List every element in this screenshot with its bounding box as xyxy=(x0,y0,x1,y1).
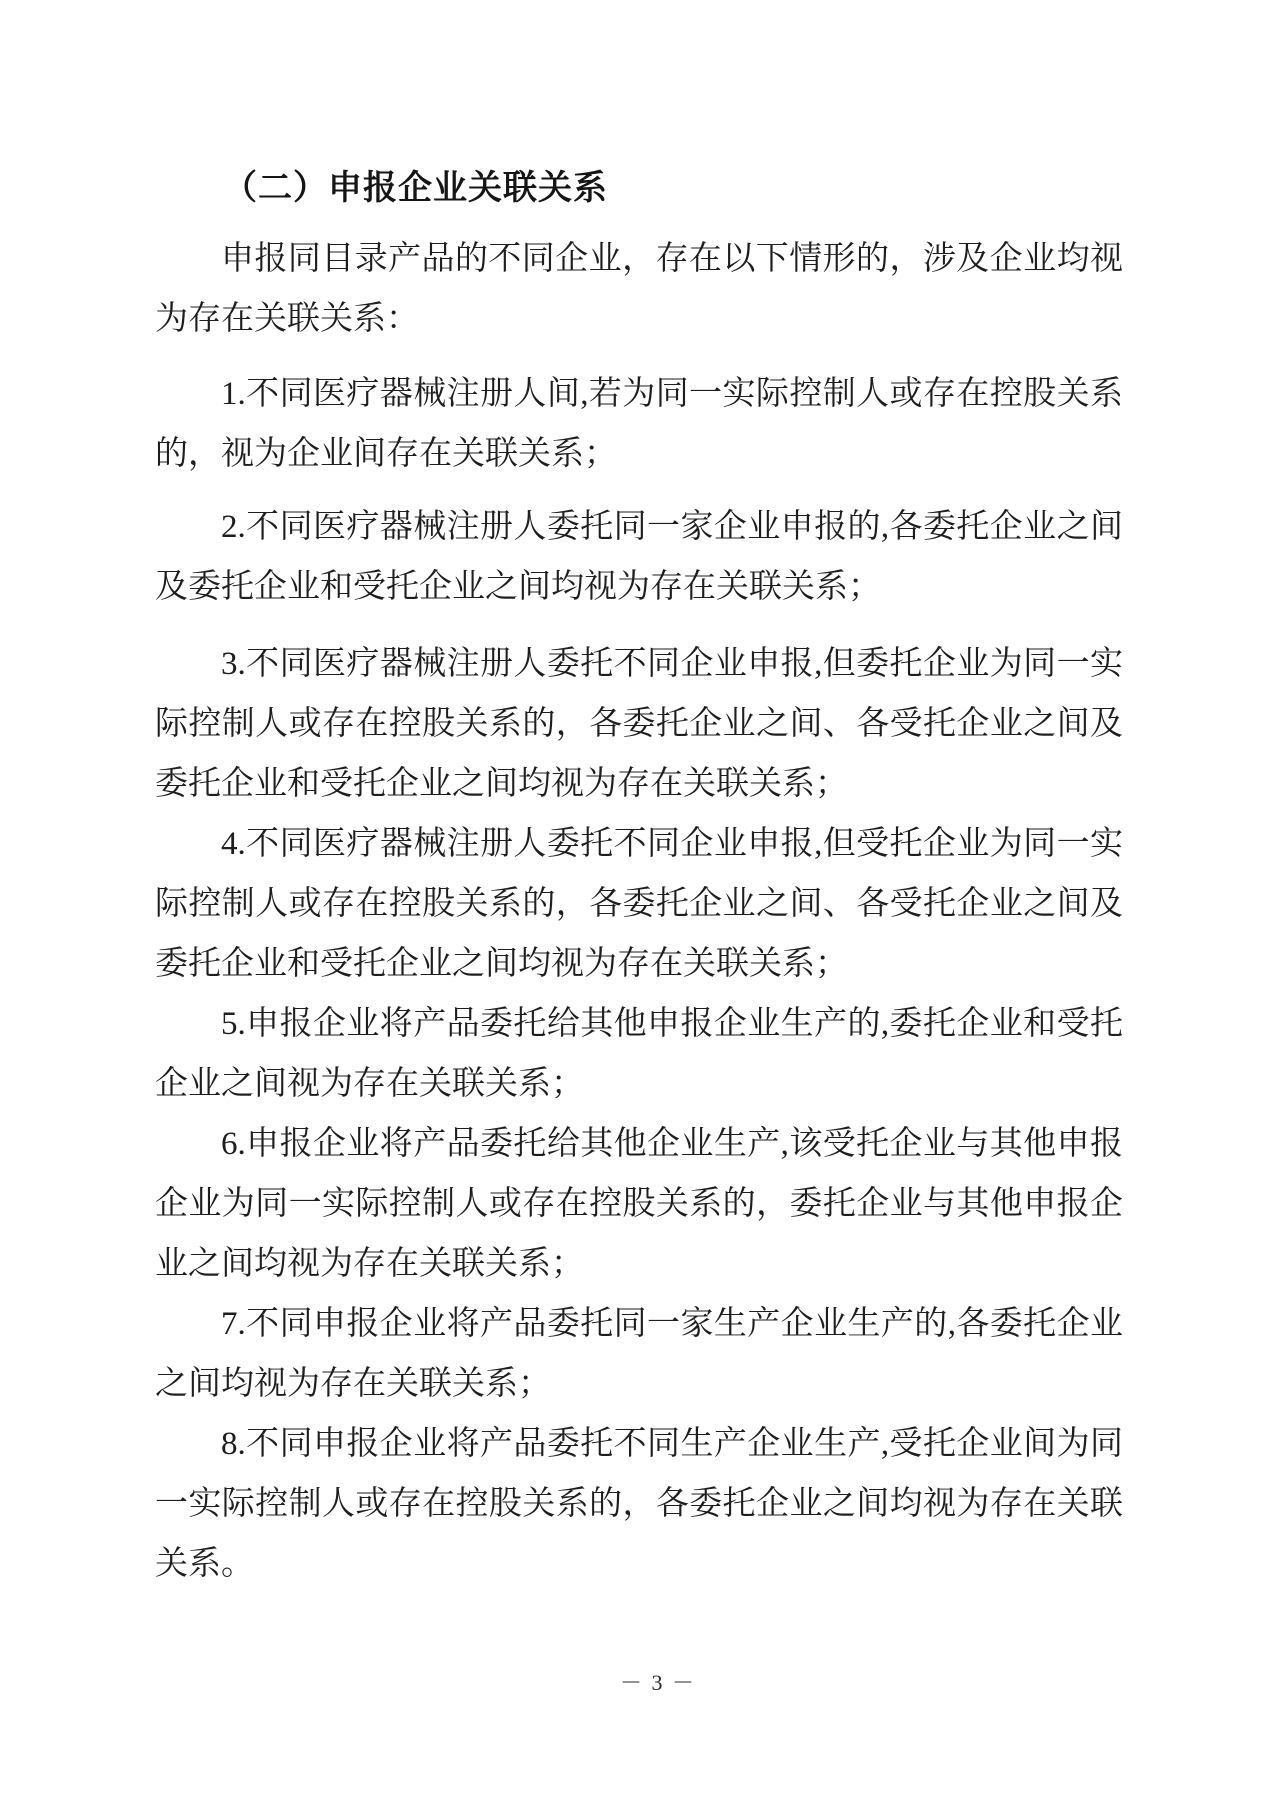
list-item-2: 2.不同医疗器械注册人委托同一家企业申报的,各委托企业之间及委托企业和受托企业之间均视为存在关联关系； xyxy=(155,509,1123,605)
section-heading: （二）申报企业关联关系 xyxy=(223,169,608,207)
list-item-6: 6.申报企业将产品委托给其他企业生产,该受托企业与其他申报企业为同一实际控制人或存在控股关系的，委托企业与其他申报企业之间均视为存在关联关系； xyxy=(155,1126,1123,1282)
list-item-3: 3.不同医疗器械注册人委托不同企业申报,但委托企业为同一实际控制人或存在控股关系的，各委托企业之间、各受托企业之间及委托企业和受托企业之间均视为存在关联关系； xyxy=(155,646,1123,802)
list-item-5: 5.申报企业将产品委托给其他申报企业生产的,委托企业和受托企业之间视为存在关联关系； xyxy=(155,1006,1123,1102)
page-number: － 3 － xyxy=(619,1670,696,1695)
list-item-1: 1.不同医疗器械注册人间,若为同一实际控制人或存在控股关系的，视为企业间存在关联关系； xyxy=(155,376,1123,472)
list-item-4: 4.不同医疗器械注册人委托不同企业申报,但受托企业为同一实际控制人或存在控股关系的，各委托企业之间、各受托企业之间及委托企业和受托企业之间均视为存在关联关系； xyxy=(155,826,1123,982)
list-item-7: 7.不同申报企业将产品委托同一家生产企业生产的,各委托企业之间均视为存在关联关系； xyxy=(155,1306,1123,1402)
document-body xyxy=(155,158,1123,1594)
list-item-8: 8.不同申报企业将产品委托不同生产企业生产,受托企业间为同一实际控制人或存在控股关系的，各委托企业之间均视为存在关联关系。 xyxy=(155,1426,1123,1582)
intro-paragraph: 申报同目录产品的不同企业，存在以下情形的，涉及企业均视为存在关联关系： xyxy=(155,241,1123,337)
